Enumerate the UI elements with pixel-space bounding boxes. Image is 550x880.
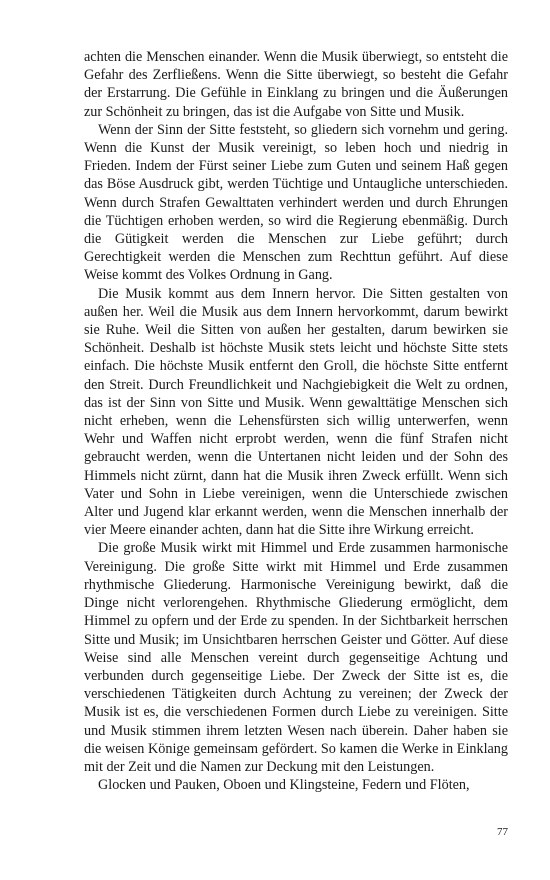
paragraph-musik-aus-dem-innern: Die Musik kommt aus dem Innern hervor. Die Sitten gestalten von außen her. Weil die Musik aus dem Innern hervorkommt, darum bewirkt sie Ruhe. Weil die Sitten von außen her gestalten, darum bewirken sie Schönheit. Deshalb ist höchste Musik stets leicht und höchste Sitte stets einfach. Die höchste Musik entfernt den Groll, die höchste Sitte entfernt den Streit. Durch Freundlichkeit und Nachgiebigkeit die Welt zu ordnen, das ist der Sinn von Sitte und Musik. Wenn gewalttätige Menschen sich nicht erheben, wenn die Lehensfürsten sich willig unterwerfen, wenn Wehr und Waffen nicht erprobt werden, wenn die fünf Strafen nicht gebraucht werden, wenn die Untertanen nicht leiden und der Sohn des Himmels nicht zürnt, dann hat die Musik ihren Zweck erfüllt. Wenn sich Vater und Sohn in Liebe vereinigen, wenn die Unterschiede zwischen Alter und Jugend klar erkannt werden, wenn die Menschen innerhalb der vier Meere einander achten, dann hat die Sitte ihre Wirkung erreicht. xyxy=(84,285,508,539)
page-number: 77 xyxy=(497,826,508,838)
paragraph-glocken-und-pauken: Glocken und Pauken, Oboen und Klingsteine, Federn und Flöten, xyxy=(98,777,470,794)
paragraph-sinn-der-sitte: Wenn der Sinn der Sitte feststeht, so gliedern sich vornehm und gering. Wenn die Kunst der Musik vereinigt, so leben hoch und niedrig in Frieden. Indem der Fürst seiner Liebe zum Guten und seinem Haß gegen das Böse Ausdruck gibt, werden Tüchtige und Untaugliche unterschieden. Wenn durch Strafen Gewalttaten verhindert werden und durch Ehrungen die Tüchtigen erhoben werden, so wird die Regierung ebenmäßig. Durch die Gütigkeit werden die Menschen zur Liebe geführt; durch Gerechtigkeit werden die Menschen zum Rechttun geführt. Auf diese Weise kommt des Volkes Ordnung in Gang. xyxy=(84,121,508,284)
paragraph-grosse-musik: Die große Musik wirkt mit Himmel und Erde zusammen harmonische Vereinigung. Die große Sitte wirkt mit Himmel und Erde zusammen rhythmische Gliederung. Harmonische Vereinigung bewirkt, daß die Dinge nicht verlorengehen. Rhythmische Gliederung ermöglicht, dem Himmel zu opfern und der Erde zu spenden. In der Sichtbarkeit herrschen Sitte und Musik; im Unsichtbaren herrschen Geister und Götter. Auf diese Weise sind alle Menschen vereint durch gegenseitige Achtung und verbunden durch gegenseitige Liebe. Der Zweck der Sitte ist es, die verschiedenen Tätigkeiten durch Achtung zu vereinen; der Zweck der Musik ist es, die verschiedenen Formen durch Liebe zu vereinigen. Sitte und Musik stimmen ihrem letzten Wesen nach überein. Daher haben sie die weisen Könige gemeinsam gefördert. So kamen die Werke in Einklang mit der Zeit und die Namen zur Deckung mit den Leistungen. xyxy=(84,540,508,775)
book-page-body xyxy=(84,48,508,794)
paragraph-continuation: achten die Menschen einander. Wenn die Musik überwiegt, so entsteht die Gefahr des Zerfließens. Wenn die Sitte überwiegt, so besteht die Gefahr der Erstarrung. Die Gefühle in Einklang zu bringen und die Äußerungen zur Schönheit zu bringen, das ist die Aufgabe von Sitte und Musik. xyxy=(84,49,508,120)
